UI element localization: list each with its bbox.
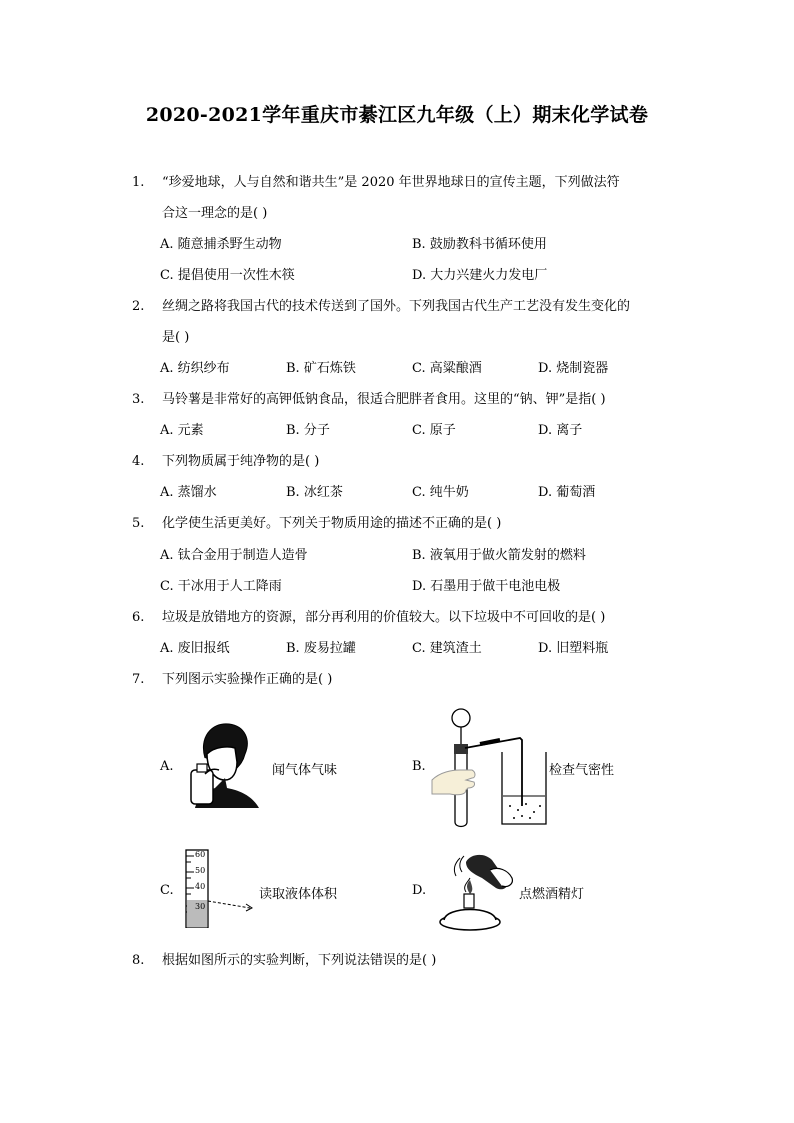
question-stem-line2: 合这一理念的是( ) [162, 206, 268, 221]
cylinder-tick: 30 [195, 902, 206, 911]
option-d[interactable]: D. 石墨用于做干电池电极 [412, 579, 561, 594]
figure-c-caption: 读取液体体积 [259, 887, 338, 902]
question-number: 5. [132, 516, 145, 531]
option-c[interactable]: C. 高粱酿酒 [412, 361, 482, 376]
question-number: 2. [132, 299, 145, 314]
option-b[interactable]: B. 鼓励教科书循环使用 [412, 237, 547, 252]
figure-d-caption: 点燃酒精灯 [519, 887, 585, 902]
option-a[interactable]: A. 钛合金用于制造人造骨 [160, 548, 308, 563]
option-d[interactable]: D. 烧制瓷器 [538, 361, 609, 376]
question-stem: 根据如图所示的实验判断，下列说法错误的是( ) [162, 953, 437, 968]
option-c[interactable]: C. 提倡使用一次性木筷 [160, 268, 295, 283]
question-stem: 垃圾是放错地方的资源，部分再利用的价值较大。以下垃圾中不可回收的是( ) [162, 610, 606, 625]
question-stem: “珍爱地球，人与自然和谐共生”是 2020 年世界地球日的宣传主题，下列做法符 [162, 175, 620, 190]
question-stem: 化学使生活更美好。下列关于物质用途的描述不正确的是( ) [162, 516, 502, 531]
figure-check-airtightness [430, 706, 550, 830]
option-b[interactable]: B. 废易拉罐 [286, 641, 356, 656]
cylinder-tick: 50 [195, 866, 206, 875]
figure-a-label[interactable]: A. [160, 759, 174, 774]
option-c[interactable]: C. 原子 [412, 423, 456, 438]
option-a[interactable]: A. 蒸馏水 [160, 485, 217, 500]
option-c[interactable]: C. 建筑渣土 [412, 641, 482, 656]
question-number: 8. [132, 953, 145, 968]
option-a[interactable]: A. 随意捕杀野生动物 [160, 237, 282, 252]
question-number: 1. [132, 175, 145, 190]
question-stem: 下列图示实验操作正确的是( ) [162, 672, 333, 687]
option-d[interactable]: D. 大力兴建火力发电厂 [412, 268, 548, 283]
figure-a-caption: 闻气体气味 [272, 763, 338, 778]
option-d[interactable]: D. 旧塑料瓶 [538, 641, 609, 656]
figure-b-label[interactable]: B. [412, 759, 426, 774]
cylinder-tick: 60 [195, 850, 206, 859]
figure-graduated-cylinder [182, 848, 258, 928]
question-number: 7. [132, 672, 145, 687]
question-stem: 丝绸之路将我国古代的技术传送到了国外。下列我国古代生产工艺没有发生变化的 [162, 299, 631, 314]
option-c[interactable]: C. 干冰用于人工降雨 [160, 579, 282, 594]
option-b[interactable]: B. 液氧用于做火箭发射的燃料 [412, 548, 586, 563]
option-a[interactable]: A. 废旧报纸 [160, 641, 230, 656]
option-b[interactable]: B. 冰红茶 [286, 485, 343, 500]
option-a[interactable]: A. 纺织纱布 [160, 361, 230, 376]
page-title: 2020-2021学年重庆市綦江区九年级（上）期末化学试卷 [145, 104, 649, 126]
option-b[interactable]: B. 分子 [286, 423, 330, 438]
option-d[interactable]: D. 葡萄酒 [538, 485, 596, 500]
question-number: 4. [132, 454, 145, 469]
question-stem-line2: 是( ) [162, 330, 190, 345]
option-d[interactable]: D. 离子 [538, 423, 583, 438]
cylinder-tick: 40 [195, 882, 206, 891]
option-b[interactable]: B. 矿石炼铁 [286, 361, 356, 376]
option-a[interactable]: A. 元素 [160, 423, 204, 438]
figure-b-caption: 检查气密性 [549, 763, 615, 778]
figure-c-label[interactable]: C. [160, 883, 174, 898]
question-number: 6. [132, 610, 145, 625]
figure-alcohol-lamp [436, 848, 520, 936]
figure-d-label[interactable]: D. [412, 883, 427, 898]
question-number: 3. [132, 392, 145, 407]
question-stem: 下列物质属于纯净物的是( ) [162, 454, 320, 469]
figure-smell-gas [185, 718, 263, 808]
question-stem: 马铃薯是非常好的高钾低钠食品，很适合肥胖者食用。这里的“钠、钾”是指( ) [162, 392, 606, 407]
option-c[interactable]: C. 纯牛奶 [412, 485, 469, 500]
